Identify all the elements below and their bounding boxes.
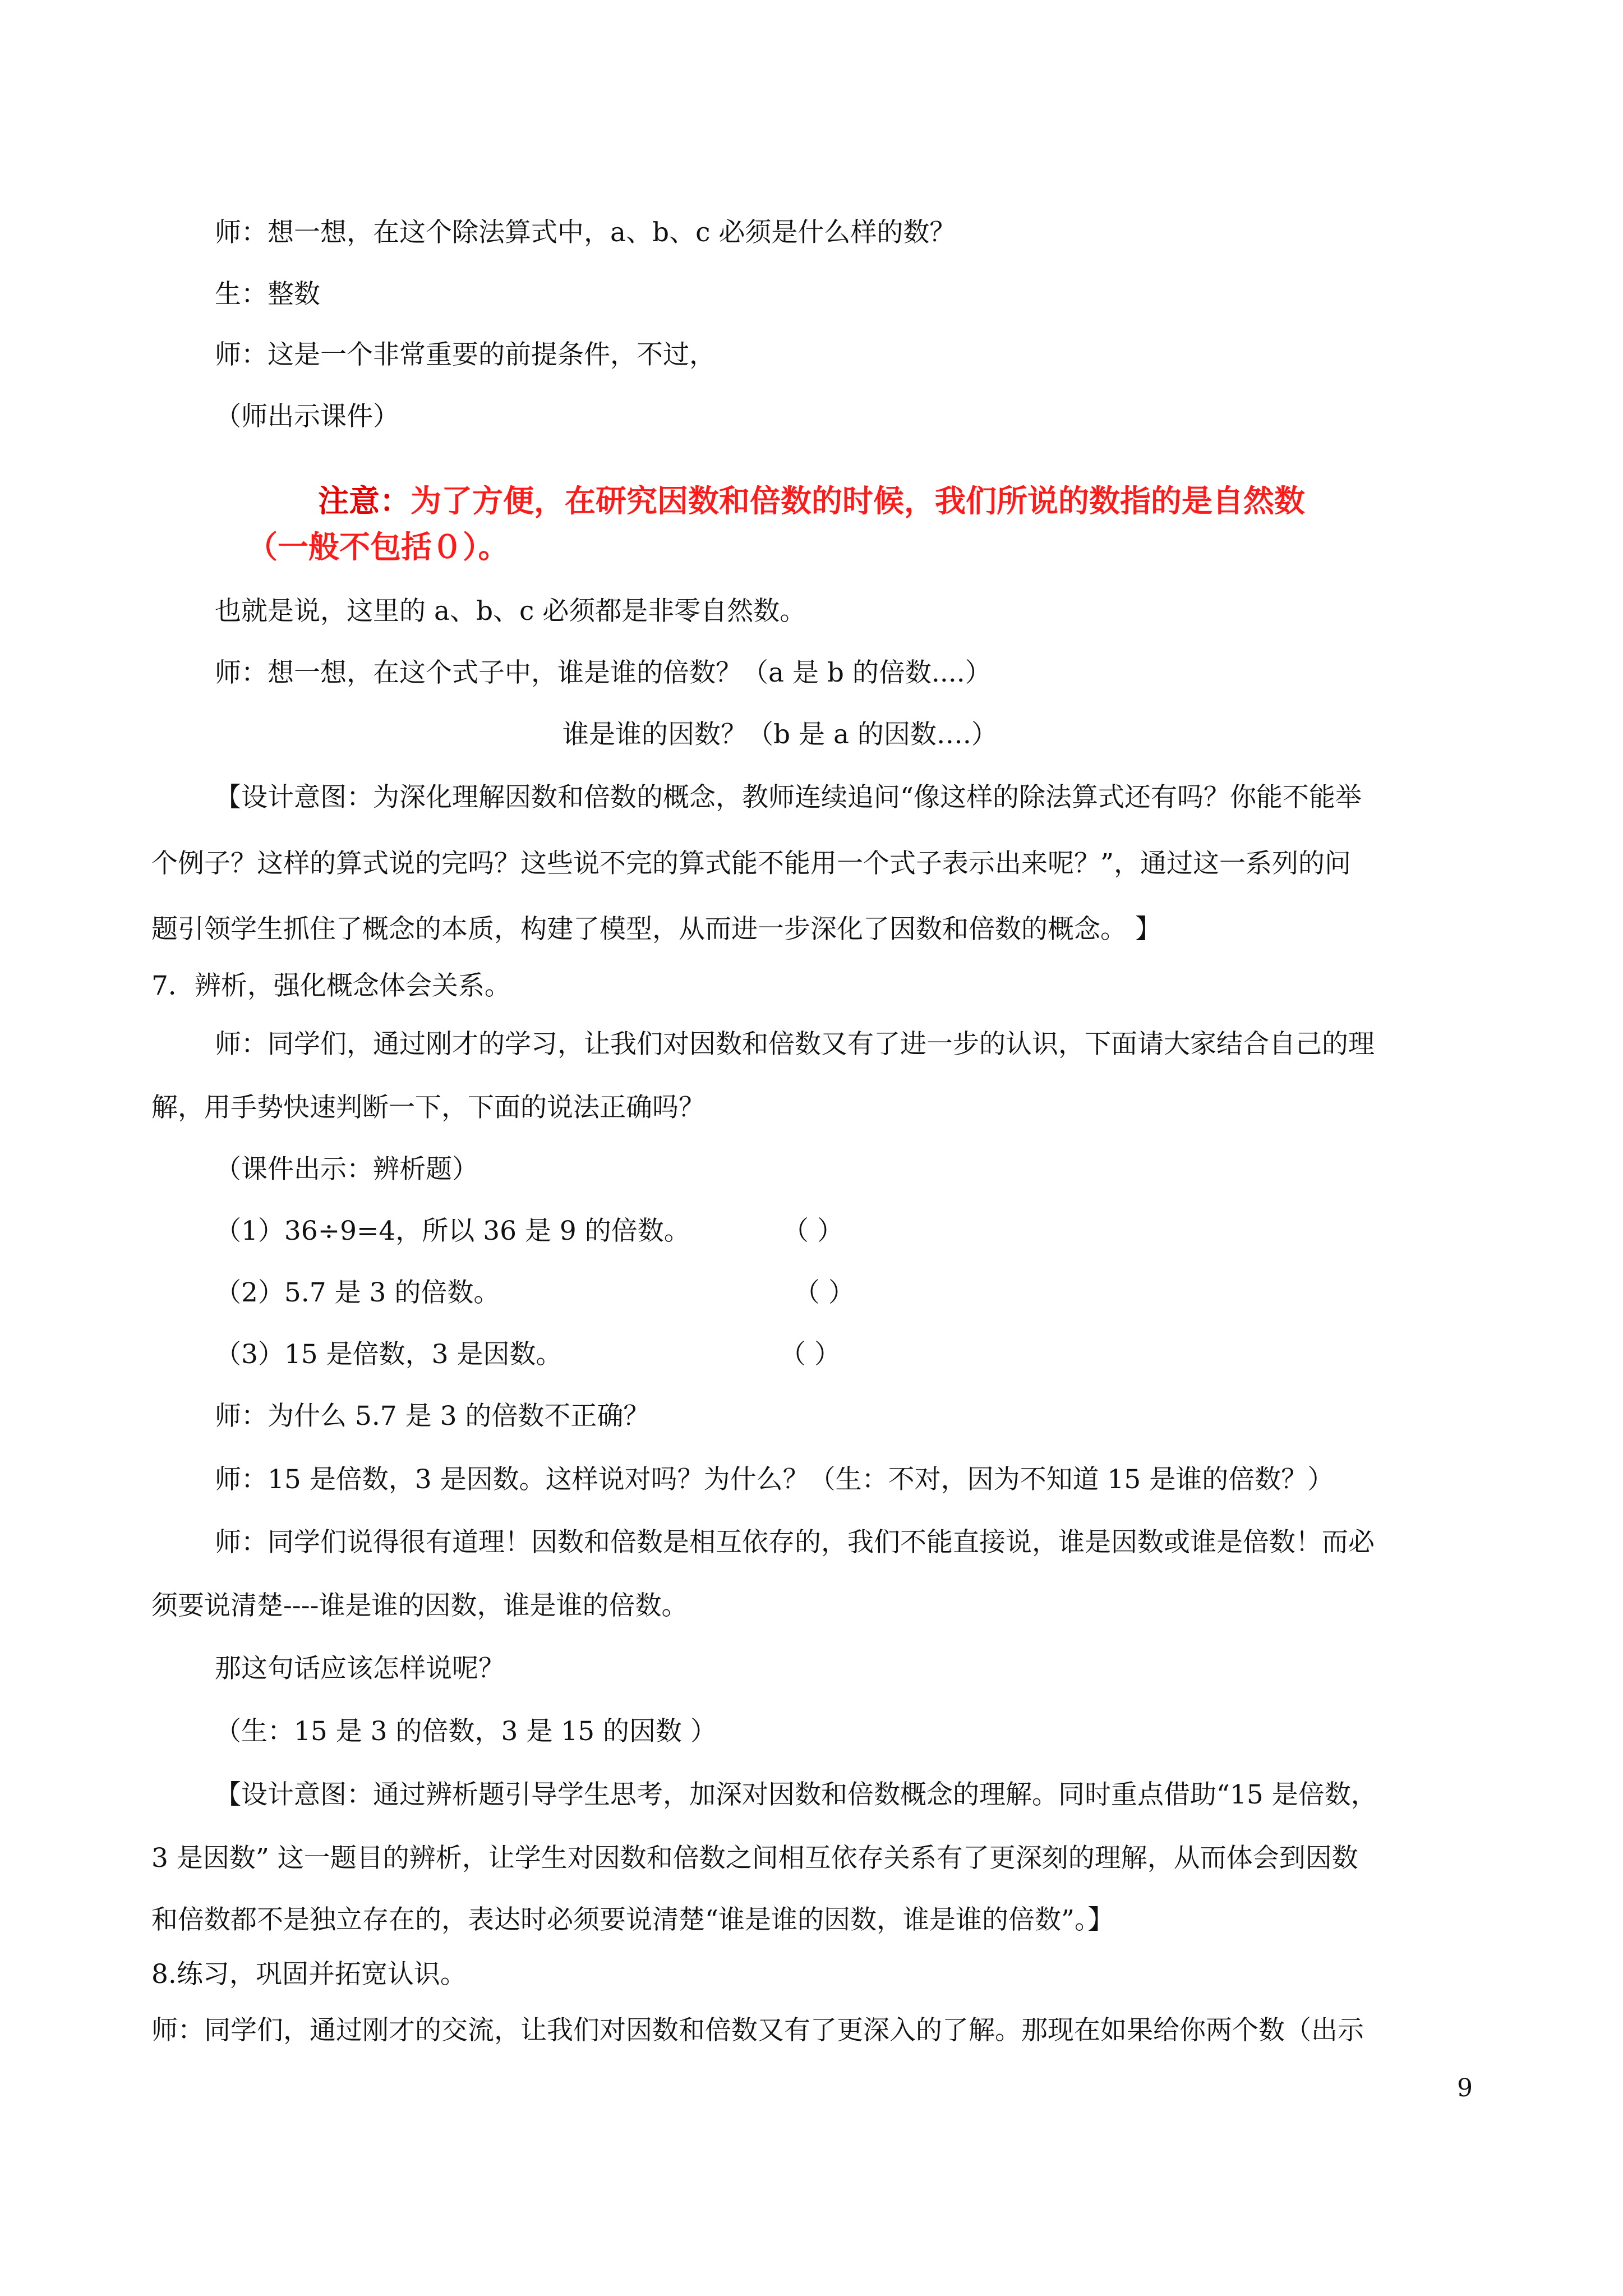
text-line: 解，用手势快速判断一下，下面的说法正确吗？ <box>151 1092 705 1123</box>
text-line: 须要说清楚----谁是谁的因数，谁是谁的倍数。 <box>151 1590 688 1621</box>
note-line-1 <box>318 481 1305 521</box>
answer-bracket-1: （ ） <box>782 1216 843 1246</box>
text-line: 和倍数都不是独立存在的，表达时必须要说清楚“谁是谁的因数，谁是谁的倍数”。】 <box>151 1904 1114 1935</box>
text-line: 师：为什么 5.7 是 3 的倍数不正确？ <box>215 1401 650 1432</box>
text-line: 师：想一想，在这个式子中，谁是谁的倍数？（a 是 b 的倍数....） <box>215 657 992 688</box>
text-line: 【设计意图：为深化理解因数和倍数的概念，教师连续追问“像这样的除法算式还有吗？你能不能举 <box>215 782 1362 813</box>
text-line: 师：15 是倍数，3 是因数。这样说对吗？为什么？（生：不对，因为不知道 15 是谁的倍数？） <box>215 1464 1334 1495</box>
answer-bracket-2: （ ） <box>794 1277 855 1308</box>
answer-bracket-3: （ ） <box>780 1339 841 1370</box>
question-1: （1）36÷9=4，所以 36 是 9 的倍数。 <box>215 1216 690 1246</box>
text-line: （生：15 是 3 的倍数，3 是 15 的因数 ） <box>215 1716 717 1747</box>
text-line: 师：同学们说得很有道理！因数和倍数是相互依存的，我们不能直接说，谁是因数或谁是倍数！而必 <box>215 1527 1375 1558</box>
text-line: 题引领学生抓住了概念的本质，构建了模型，从而进一步深化了因数和倍数的概念。 】 <box>151 914 1161 945</box>
question-3: （3）15 是倍数，3 是因数。 <box>215 1339 562 1370</box>
text-line: 那这句话应该怎样说呢？ <box>215 1653 505 1684</box>
text-line: （师出示课件） <box>215 401 399 432</box>
note-label: 注意： <box>318 483 411 519</box>
section-heading: 7．辨析，强化概念体会关系。 <box>151 970 511 1001</box>
text-line: 生：整数 <box>215 279 320 310</box>
question-2: （2）5.7 是 3 的倍数。 <box>215 1277 500 1308</box>
text-line: 师：这是一个非常重要的前提条件，不过， <box>215 339 716 370</box>
text-line: 师：想一想，在这个除法算式中，a、b、c 必须是什么样的数？ <box>215 217 956 248</box>
text-line: （课件出示：辨析题） <box>215 1154 478 1185</box>
page-number: 9 <box>1457 2074 1473 2102</box>
text-line: 【设计意图：通过辨析题引导学生思考，加深对因数和倍数概念的理解。同时重点借助“15 是倍数， <box>215 1779 1377 1810</box>
text-line: 谁是谁的因数？（b 是 a 的因数….） <box>562 719 998 750</box>
text-line: 个例子？这样的算式说的完吗？这些说不完的算式能不能用一个式子表示出来呢？”，通过这一系列的问 <box>151 848 1352 879</box>
note-text: 为了方便，在研究因数和倍数的时候，我们所说的数指的是自然数 <box>411 483 1306 519</box>
text-line: 3 是因数” 这一题目的辨析，让学生对因数和倍数之间相互依存关系有了更深刻的理解，从而体会到因数 <box>151 1843 1358 1874</box>
text-line: 也就是说，这里的 a、b、c 必须都是非零自然数。 <box>215 596 806 627</box>
text-line: 师：同学们，通过刚才的交流，让我们对因数和倍数又有了更深入的了解。那现在如果给你两个数（出示 <box>151 2015 1364 2046</box>
section-heading: 8.练习，巩固并拓宽认识。 <box>151 1959 467 1990</box>
note-line-2: （一般不包括０）。 <box>247 529 509 565</box>
text-line: 师：同学们，通过刚才的学习，让我们对因数和倍数又有了进一步的认识，下面请大家结合自己的理 <box>215 1029 1375 1060</box>
